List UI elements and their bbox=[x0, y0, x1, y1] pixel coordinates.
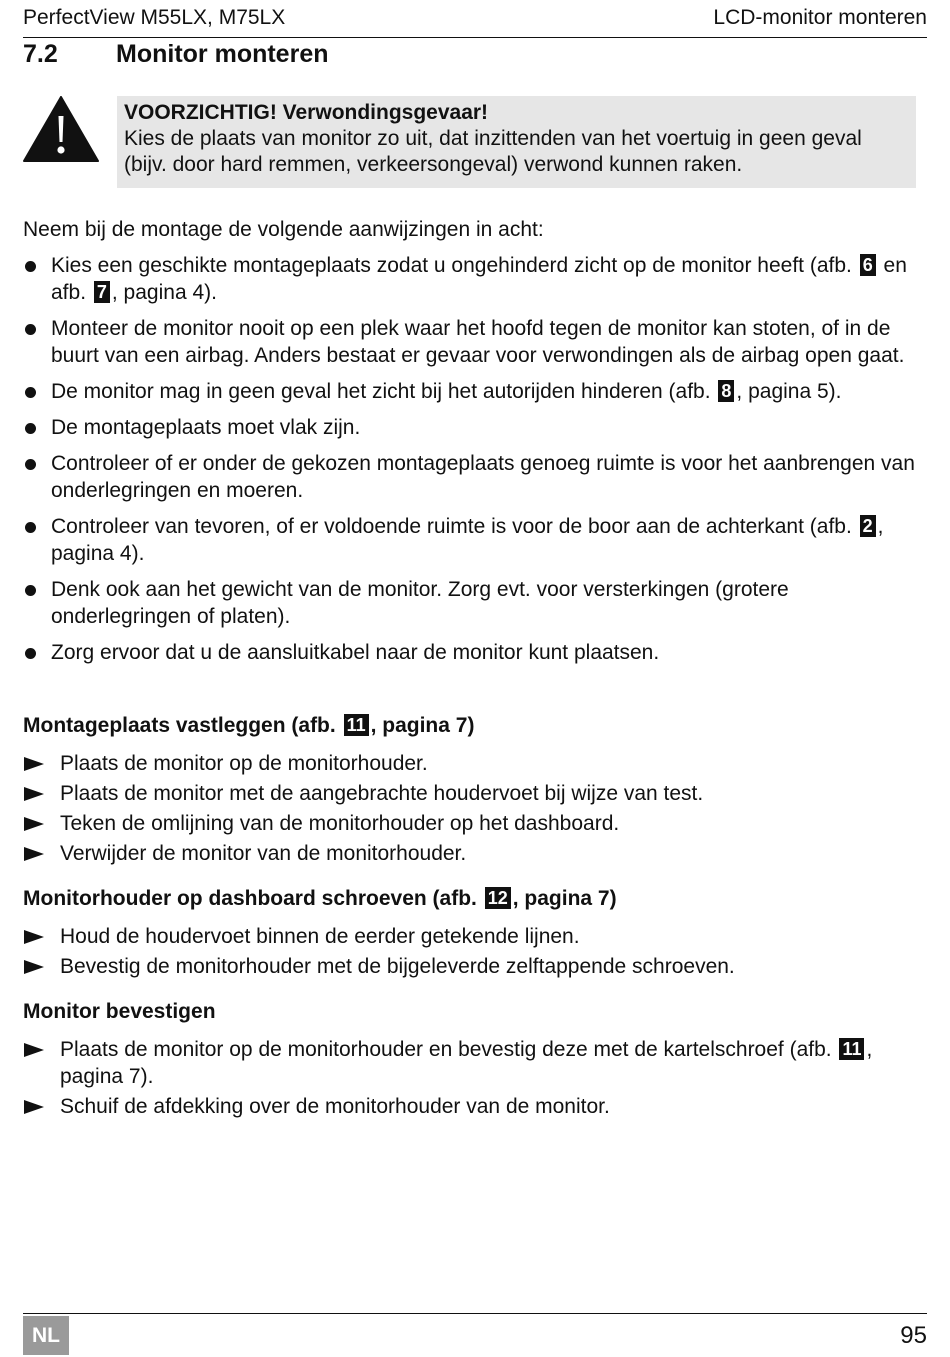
list-item bbox=[23, 252, 928, 306]
list-item bbox=[23, 639, 928, 666]
header-divider bbox=[23, 37, 927, 38]
warning-title: VOORZICHTIG! Verwondingsgevaar! bbox=[124, 101, 489, 124]
warning-text-line: Kies de plaats van monitor zo uit, dat inzittenden van het voertuig in geen geval bbox=[124, 127, 862, 150]
warning-text-line: (bijv. door hard remmen, verkeersongeval) verwond kunnen raken. bbox=[124, 153, 743, 176]
list-item-text: Denk ook aan het gewicht van de monitor. Zorg evt. voor versterkingen (grotere onderlegringen of platen). bbox=[51, 578, 789, 628]
figure-number-badge: 7 bbox=[94, 281, 110, 303]
list-item bbox=[23, 315, 928, 369]
step-item: Teken de omlijning van de monitorhouder op het dashboard. bbox=[23, 810, 928, 837]
step-item: Plaats de monitor op de monitorhouder. bbox=[23, 750, 928, 777]
list-item-text: Controleer of er onder de gekozen montageplaats genoeg ruimte is voor het aanbrengen van onderlegringen en moeren. bbox=[51, 452, 915, 502]
steps-list bbox=[23, 750, 928, 870]
step-text: , pagina 7). bbox=[60, 1038, 873, 1088]
list-item-text: Controleer van tevoren, of er voldoende ruimte is voor de boor aan de achterkant (afb. bbox=[51, 515, 858, 538]
running-header-title: PerfectView M55LX, M75LX bbox=[23, 6, 286, 29]
section-number: 7.2 bbox=[23, 40, 58, 68]
warning-triangle-icon bbox=[23, 96, 99, 162]
section-title bbox=[23, 40, 329, 69]
step-item: Plaats de monitor met de aangebrachte houdervoet bij wijze van test. bbox=[23, 780, 928, 807]
list-item bbox=[23, 450, 928, 504]
list-item-text: , pagina 4). bbox=[51, 515, 884, 565]
figure-number-badge: 11 bbox=[839, 1038, 864, 1060]
list-item-text: Kies een geschikte montageplaats zodat u ongehinderd zicht op de monitor heeft (afb. bbox=[51, 254, 858, 277]
list-item bbox=[23, 378, 928, 405]
list-item-text: Zorg ervoor dat u de aansluitkabel naar de monitor kunt plaatsen. bbox=[51, 641, 660, 664]
running-header-chapter: LCD-monitor monteren bbox=[713, 6, 927, 29]
list-item-text: De montageplaats moet vlak zijn. bbox=[51, 416, 361, 439]
page-number: 95 bbox=[900, 1322, 927, 1349]
figure-number-badge: 8 bbox=[718, 380, 734, 402]
language-tab: NL bbox=[23, 1316, 69, 1355]
list-item bbox=[23, 576, 928, 630]
subheading-screw-holder bbox=[23, 887, 617, 911]
figure-number-badge: 6 bbox=[860, 254, 876, 276]
step-item: Bevestig de monitorhouder met de bijgeleverde zelftappende schroeven. bbox=[23, 953, 928, 980]
figure-number-badge: 11 bbox=[344, 714, 369, 736]
list-item-text: De monitor mag in geen geval het zicht bij het autorijden hinderen (afb. bbox=[51, 380, 717, 403]
intro-text: Neem bij de montage de volgende aanwijzingen in acht: bbox=[23, 218, 544, 241]
footer-divider bbox=[23, 1313, 927, 1314]
step-item bbox=[23, 1036, 928, 1090]
subheading-text: Montageplaats vastleggen (afb. bbox=[23, 714, 342, 737]
subheading-text: , pagina 7) bbox=[370, 714, 475, 737]
section-heading: Monitor monteren bbox=[116, 40, 329, 68]
warning-box bbox=[117, 96, 916, 188]
subheading-text: , pagina 7) bbox=[512, 887, 617, 910]
subheading-mounting-position bbox=[23, 714, 474, 738]
step-item: Verwijder de monitor van de monitorhouder. bbox=[23, 840, 928, 867]
step-text: Plaats de monitor op de monitorhouder en bevestig deze met de kartelschroef (afb. bbox=[60, 1038, 838, 1061]
subheading-text: Monitorhouder op dashboard schroeven (afb. bbox=[23, 887, 483, 910]
list-item-text: , pagina 5). bbox=[736, 380, 842, 403]
figure-number-badge: 2 bbox=[860, 515, 876, 537]
list-item bbox=[23, 513, 928, 567]
list-item-text: en afb. bbox=[51, 254, 907, 304]
subheading-attach-monitor: Monitor bevestigen bbox=[23, 1000, 216, 1023]
list-item-text: Monteer de monitor nooit op een plek waar het hoofd tegen de monitor kan stoten, of in de buurt van een airbag. Anders bestaat er gevaar voor verwondingen als de airbag open gaat. bbox=[51, 317, 905, 367]
step-item: Houd de houdervoet binnen de eerder getekende lijnen. bbox=[23, 923, 928, 950]
steps-list bbox=[23, 1036, 928, 1123]
steps-list bbox=[23, 923, 928, 983]
list-item bbox=[23, 414, 928, 441]
step-item: Schuif de afdekking over de monitorhouder van de monitor. bbox=[23, 1093, 928, 1120]
requirements-list bbox=[23, 252, 928, 675]
figure-number-badge: 12 bbox=[485, 887, 511, 909]
list-item-text: , pagina 4). bbox=[111, 281, 217, 304]
